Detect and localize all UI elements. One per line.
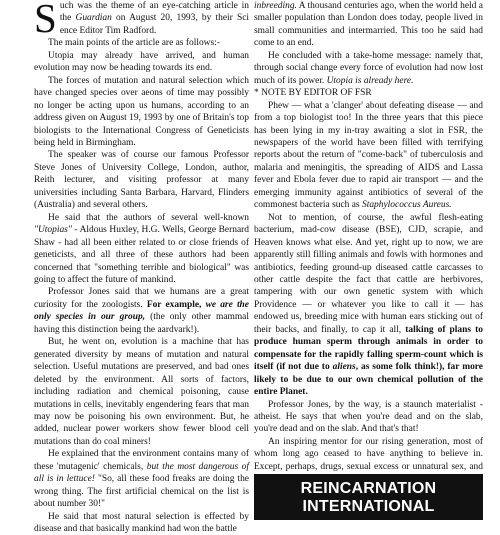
paragraph: Not to mention, of course, the awful flesh-eating bacterium, mad-cow disease (BSE), CJD, scrapie, and Heaven knows what else. And yet, right up to now, we are apparently still filling animals and fowls with hormones and antibiotics, feeding ground-up diseased cattle carcasses to other cattle despite the fact that cattle are herbivores, tampering with our own genetic system with which Providence — or whatever you like to call it — has endowed us, breeding mice with human ears sticking out of their backs, and finally, to cap it all, talking of plans to produce human sperm through animals in order to compensate for the rapidly falling sperm-count which is itself (if not due to aliens, as some folk think!), far more likely to be due to our own chemical pollution of the entire Planet. — [254, 212, 484, 398]
right-column — [254, 0, 483, 486]
paragraph: Professor Jones said that we humans are a great curiosity for the zoologists. For example, we are the only species in our group, (the only other mammal having this distinction being the aardvark!). — [34, 287, 249, 335]
paragraph: Utopia may already have arrived, and human evolution may now be heading towards its end. — [34, 50, 249, 74]
banner-line: REINCARNATION — [300, 480, 437, 497]
opening-paragraph: Such was the theme of an eye-catching article in the Guardian on August 20, 1993, by their Sci ence Editor Tim Radford. — [34, 0, 250, 41]
paragraph: The forces of mutation and natural selection which have changed species over aeons of time may possibly no longer be acting upon us humans, according to an address given on August 19, 1993 by one of Britain's top biologists to the International Congress of Geneticists being held in Birmingham. — [34, 75, 249, 148]
paragraph: He explained that the environment contains many of these 'mutagenic' chemicals, but the most dangerous of all is in lettuce! "So, all these food freaks are doing the wrong thing. The first artificial chemical on the list is about number 30!" — [34, 449, 249, 510]
paragraph: He concluded with a take-home message: namely that, through social change every force of evolution had now lost much of its power. Utopia is already here. — [254, 50, 483, 86]
editor-note: * NOTE BY EDITOR OF FSR — [254, 88, 372, 99]
paragraph: The main points of the article are as follows:- — [48, 38, 220, 49]
left-column — [34, 0, 249, 535]
paragraph: The speaker was of course our famous Professor Steve Jones of University College, London, author, Reith lecturer, and visiting professor at many universities including Santa Barbara, Harvard, Flinders (Australia) and several others. — [34, 150, 249, 211]
paragraph: But, he went on, evolution is a machine that has generated diversity by means of mutation and natural selection. Useful mutations are preserved, and bad ones deleted by the environment. All sorts of factors, including radiation and chemical poisoning, cause mutations in cells, inevitably engendering fears that man may now be poisoning his own environment. But, he added, nuclear power workers show fewer blood cell mutations than do coal miners! — [34, 337, 249, 447]
paragraph: Professor Jones, by the way, is a staunch materialist - atheist. He says that when you're dead and on the slab, you're dead and on the slab. And that's that! — [254, 399, 483, 435]
drop-cap: S — [34, 0, 57, 41]
section-banner — [254, 474, 483, 520]
source-name: Guardian — [75, 13, 112, 24]
paragraph: An inspiring mentor for our rising generation, most of whom long ago ceased to have anything to believe in. Except, perhaps, drugs, sexual excess or unnatural sex, and — [254, 436, 483, 486]
paragraph: He said that the authors of several well-known "Utopias" - Aldous Huxley, H.G. Wells, George Bernard Shaw - had all been either related to or close friends of geneticists, and all three of these authors had been concerned that "something terrible and biological" was going to affect the future of mankind. — [34, 212, 249, 285]
paragraph: inbreeding. A thousand centuries ago, when the world held a smaller population than London does today, people lived in small communities and intermarried. This too he said had come to an end. — [254, 1, 483, 49]
paragraph: He said that most natural selection is effected by disease and that basically mankind had won the battle — [34, 511, 249, 535]
banner-line: INTERNATIONAL — [302, 498, 435, 515]
paragraph: Phew — what a 'clanger' about defeating disease — and from a top biologist too! In the three years that this piece has been lying in my in-tray awaiting a slot in FSR, the newspapers of the world have been filled with terrifying reports about the return of "come-back" of tuberculosis and malaria and meningitis, the spreading of AIDS and Lassa fever and Ebola fever due to rapid air transport — and the emerging immunity against antibiotics of several of the commonest bacteria such as Staphylococcus Aureus. — [254, 100, 483, 211]
